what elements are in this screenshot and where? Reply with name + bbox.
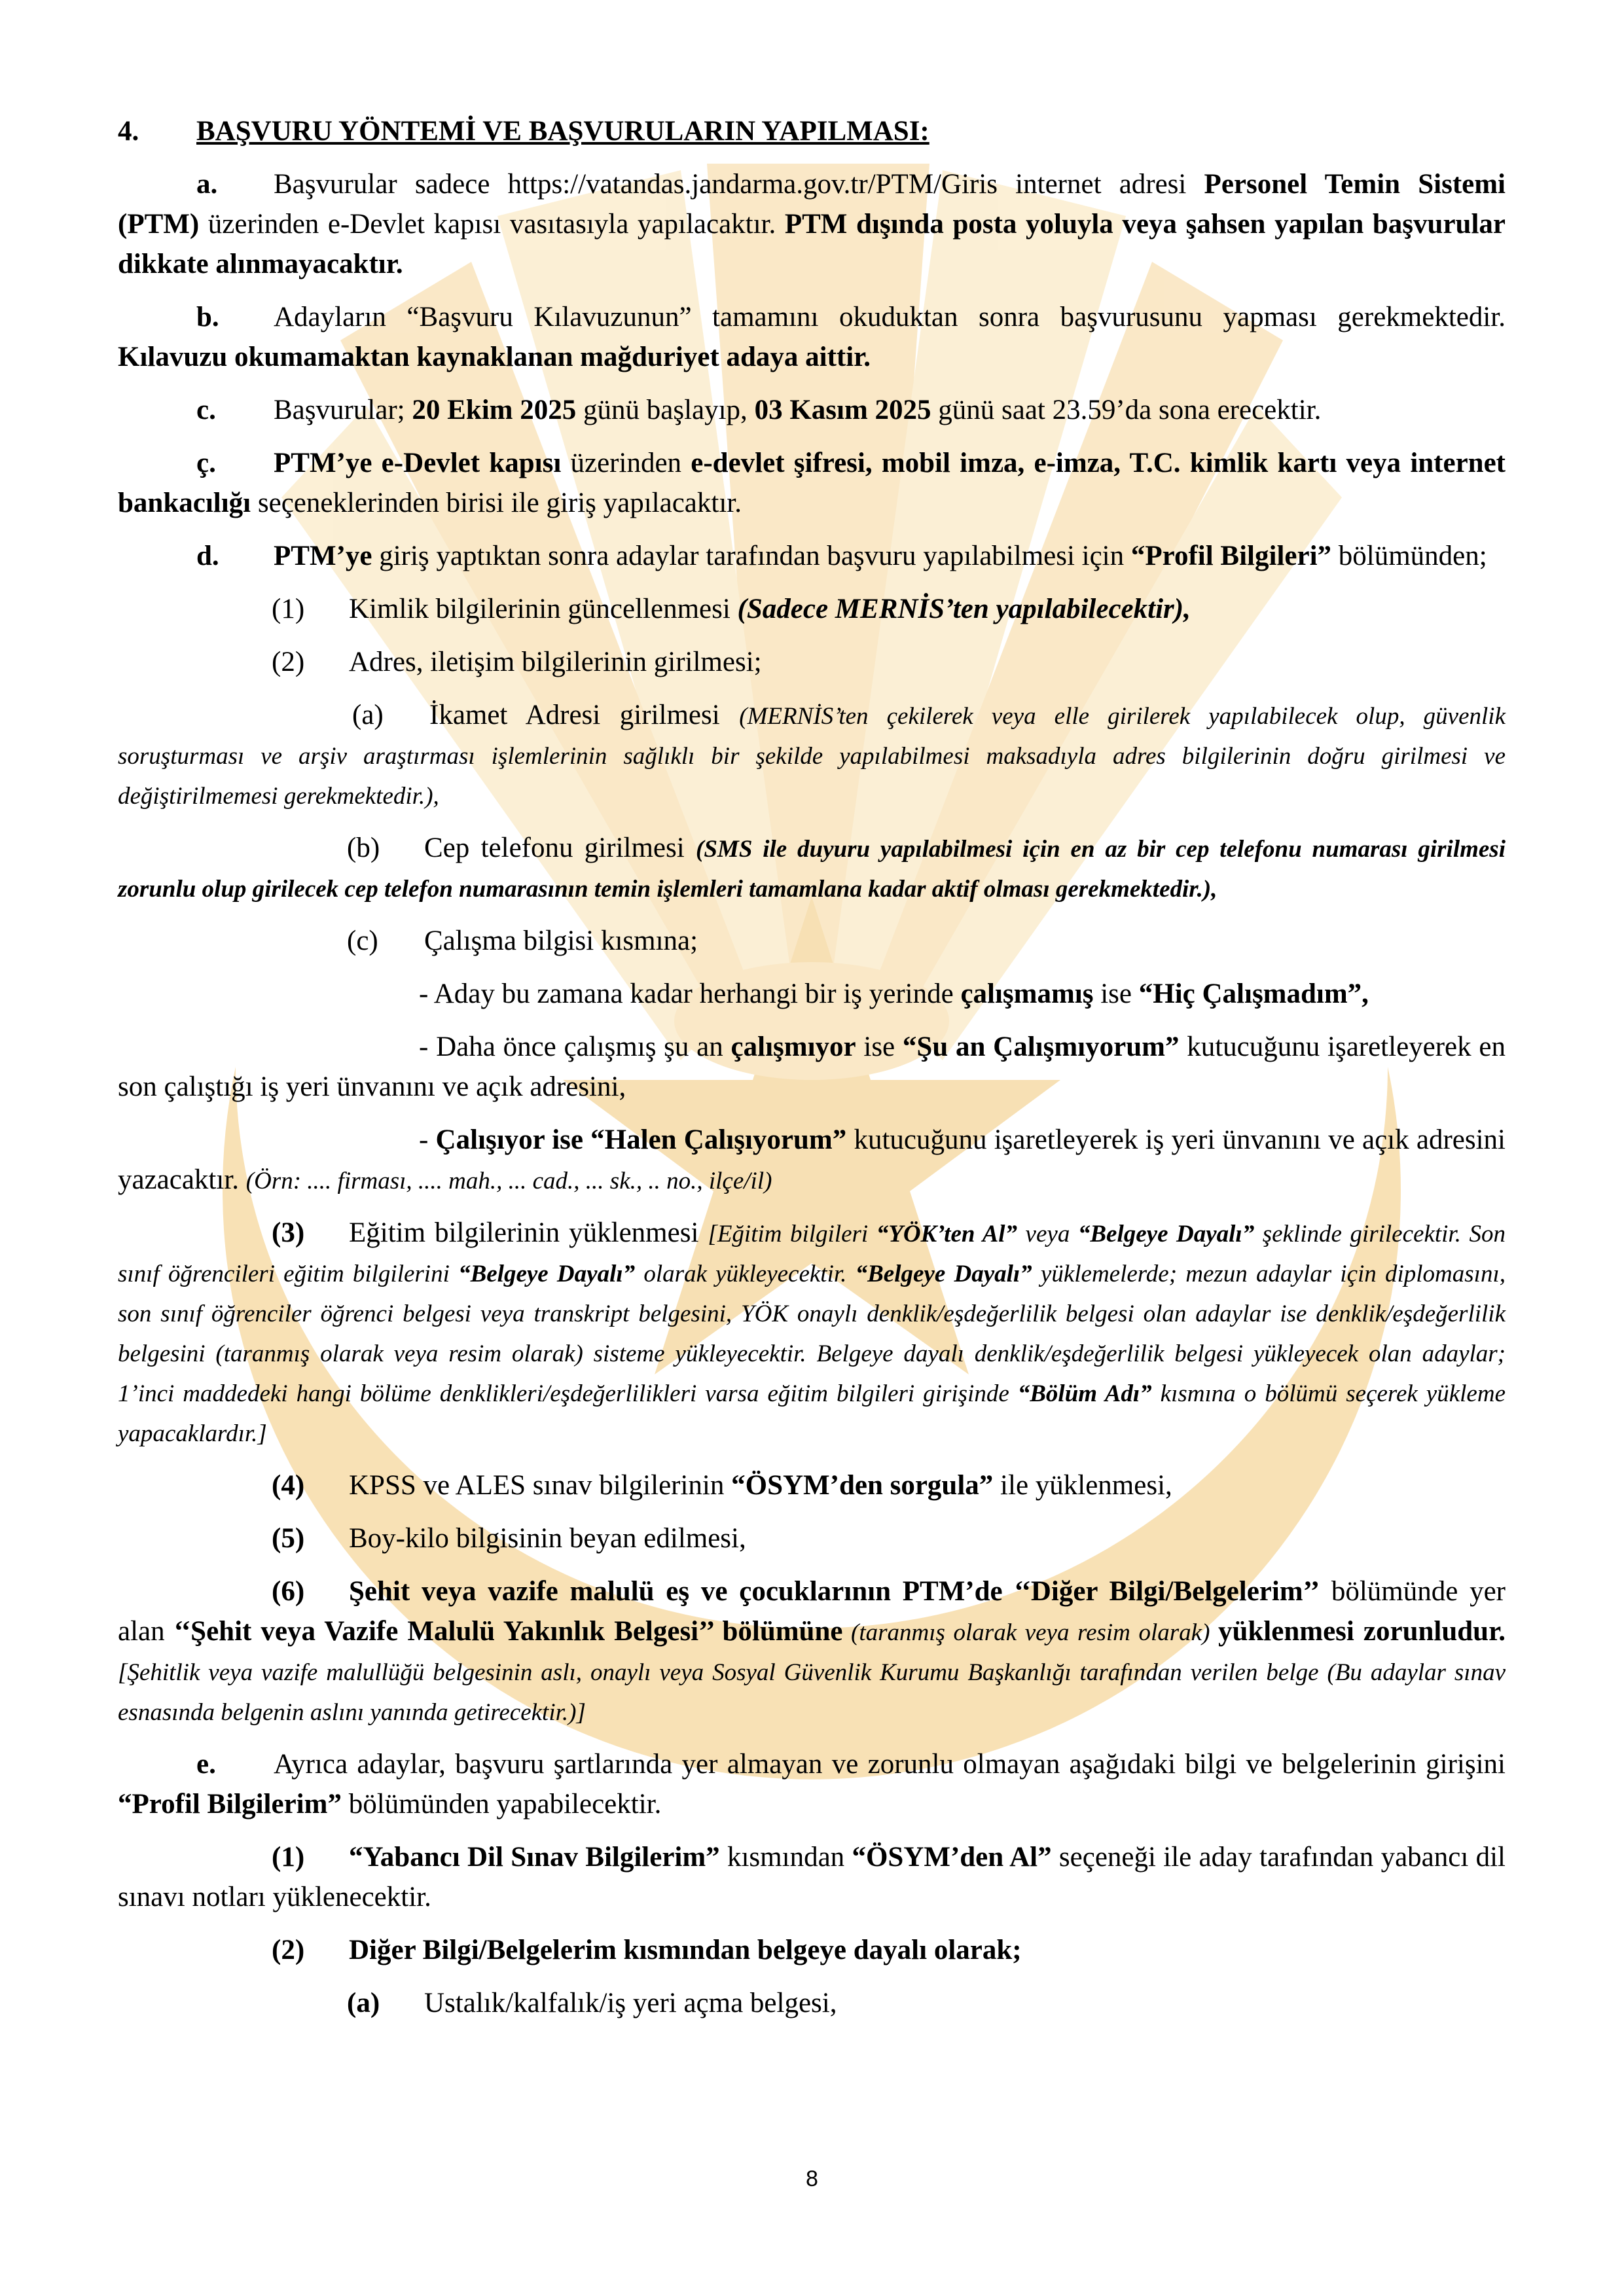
italic-note: [Şehitlik veya vazife malullüğü belgesinin aslı, onaylı veya Sosyal Güvenlik Kurumu Başkanlığı tarafından verilen belge (Bu adaylar sınav esnasında belgenin aslını yanında getirecektir.)]	[118, 1659, 1506, 1726]
text: ise	[1093, 978, 1139, 1009]
bold-text: Diğer Bilgi/Belgelerim kısmından belgeye dayalı olarak;	[349, 1935, 1022, 1965]
bold-text: “Profil Bilgilerim”	[118, 1789, 342, 1820]
text: - Aday bu zamana kadar herhangi bir iş yerinde	[419, 978, 961, 1009]
text: -	[419, 1124, 436, 1155]
item-label: (1)	[272, 594, 305, 624]
text: üzerinden	[561, 448, 691, 478]
text: - Daha önce çalışmış şu an	[419, 1031, 731, 1062]
item-label: (b)	[347, 833, 380, 863]
item-d6	[118, 1571, 1506, 1731]
bold-text: Çalışıyor ise “Halen Çalışıyorum”	[435, 1124, 847, 1155]
text: Çalışma bilgisi kısmına;	[424, 925, 698, 956]
bold-text: Personel Temin Sistemi (PTM)	[118, 169, 1506, 240]
bold-italic-note: “Belgeye Dayalı”	[855, 1261, 1032, 1287]
text: üzerinden e-Devlet kapısı vasıtasıyla yapılacaktır.	[199, 209, 785, 240]
text: Adayların “Başvuru Kılavuzunun” tamamını okuduktan sonra başvurusunu yapması gerekmektedir.	[274, 302, 1506, 332]
text: kutucuğunu işaretleyerek iş yeri ünvanını ve açık adresini yazacaktır.	[118, 1124, 1506, 1195]
bold-text: e-devlet şifresi, mobil imza, e-imza, T.C. kimlik kartı veya internet bankacılığı	[118, 448, 1506, 518]
item-label: (a)	[347, 1988, 380, 2018]
bold-text: çalışmamış	[960, 978, 1094, 1009]
text: ile yüklenmesi,	[993, 1470, 1172, 1501]
item-label: b.	[196, 302, 219, 332]
italic-note: olarak yükleyecektir.	[635, 1261, 856, 1287]
item-d4	[118, 1465, 1506, 1505]
text: Ayrıca adaylar, başvuru şartlarında yer almayan ve zorunlu olmayan aşağıdaki bilgi ve belgelerinin girişini	[274, 1749, 1506, 1780]
item-label: (2)	[272, 647, 305, 677]
text: Eğitim bilgilerinin yüklenmesi	[349, 1217, 708, 1248]
section-title: BAŞVURU YÖNTEMİ VE BAŞVURULARIN YAPILMASI:	[196, 116, 929, 147]
text: Başvurular sadece https://vatandas.jandarma.gov.tr/PTM/Giris internet adresi	[274, 169, 1204, 200]
bold-text: yüklenmesi zorunludur.	[1218, 1616, 1506, 1647]
item-e2	[118, 1930, 1506, 1970]
bold-italic-note: “Belgeye Dayalı”	[1077, 1221, 1255, 1247]
text: günü başlayıp,	[576, 395, 755, 425]
bold-italic-note: “Bölüm Adı”	[1017, 1380, 1152, 1407]
work-option-3	[118, 1120, 1506, 1200]
bold-text: PTM’ye	[274, 541, 372, 571]
bold-text: Şehit veya vazife malulü eş ve çocuklarının PTM’de ‘‘Diğer Bilgi/Belgelerim’’	[349, 1576, 1320, 1607]
bold-text: PTM’ye e-Devlet kapısı	[274, 448, 562, 478]
item-label: d.	[196, 541, 219, 571]
item-e2a	[118, 1983, 1506, 2023]
item-d2c	[118, 921, 1506, 961]
item-label: ç.	[196, 448, 216, 478]
section-number: 4.	[118, 116, 139, 147]
item-label: (a)	[352, 700, 384, 730]
item-d2b	[118, 828, 1506, 908]
bold-text: “Şu an Çalışmıyorum”	[902, 1031, 1180, 1062]
text: ise	[856, 1031, 903, 1062]
text: kutucuğunu işaretleyerek en son çalıştığı iş yeri ünvanını ve açık adresini,	[118, 1031, 1506, 1102]
paragraph-e	[118, 1744, 1506, 1824]
section-heading	[118, 111, 1506, 151]
text: bölümünden yapabilecektir.	[341, 1789, 662, 1820]
italic-note: kısmına o bölümü seçerek yükleme yapacaklardır.]	[118, 1380, 1506, 1447]
start-date: 20 Ekim 2025	[412, 395, 577, 425]
item-d5	[118, 1518, 1506, 1558]
text: Cep telefonu girilmesi	[424, 833, 696, 863]
bold-italic-note: (SMS ile duyuru yapılabilmesi için en az bir cep telefonu numarası girilmesi zorunlu olup girilecek cep telefon numarasının temin işlemleri tamamlana kadar aktif olması gerekmektedir.),	[118, 836, 1506, 903]
paragraph-cc	[118, 443, 1506, 523]
text: İkamet Adresi girilmesi	[429, 700, 740, 730]
text: Kimlik bilgilerinin güncellenmesi	[349, 594, 738, 624]
italic-note: veya	[1017, 1221, 1078, 1247]
item-label: (4)	[272, 1470, 305, 1501]
item-d1	[118, 589, 1506, 629]
bold-italic-note: “Belgeye Dayalı”	[458, 1261, 636, 1287]
italic-note: şeklinde girilecektir. Son sınıf öğrencileri eğitim bilgilerini	[118, 1221, 1506, 1287]
item-e1	[118, 1837, 1506, 1917]
bold-text: “ÖSYM’den Al”	[852, 1842, 1052, 1873]
bold-italic-note: “YÖK’ten Al”	[876, 1221, 1018, 1247]
bold-text: “Hiç Çalışmadım”,	[1138, 978, 1369, 1009]
item-label: (5)	[272, 1523, 305, 1554]
italic-note: yüklemelerde; mezun adaylar için diplomasını, son sınıf öğrenciler öğrenci belgesi veya transkript belgesini, YÖK onaylı denklik/eşdeğerlilik belgesi olan adaylar ise denklik/eşdeğerlilik belgesini (taranmış olarak veya resim olarak) sisteme yükleyecektir. Belgeye dayalı denklik/eşdeğerlilik belgesi yükleyecek olan adaylar; 1’inci maddedeki hangi bölüme denklikleri/eşdeğerlilikleri varsa eğitim bilgileri girişinde	[118, 1261, 1506, 1407]
bold-text: PTM dışında posta yoluyla veya şahsen yapılan başvurular dikkate alınmayacaktır.	[118, 209, 1506, 279]
item-d2	[118, 642, 1506, 682]
text: kısmından	[719, 1842, 852, 1873]
text: Başvurular;	[274, 395, 412, 425]
item-label: (1)	[272, 1842, 305, 1873]
item-label: (2)	[272, 1935, 305, 1965]
text: seçeneği ile aday tarafından yabancı dil sınavı notları yüklenecektir.	[118, 1842, 1506, 1912]
item-label: (3)	[272, 1217, 305, 1248]
bold-text: “ÖSYM’den sorgula”	[731, 1470, 994, 1501]
bold-text: “Profil Bilgileri”	[1130, 541, 1332, 571]
bold-text: “Yabancı Dil Sınav Bilgilerim”	[349, 1842, 720, 1873]
text: giriş yaptıktan sonra adaylar tarafından başvuru yapılabilmesi için	[372, 541, 1131, 571]
item-label: e.	[196, 1749, 216, 1780]
text: bölümünden;	[1331, 541, 1487, 571]
item-label: (c)	[347, 925, 378, 956]
bold-text: ‘‘Şehit veya Vazife Malulü Yakınlık Belgesi’’ bölümüne	[173, 1616, 843, 1647]
bold-italic-text: (Sadece MERNİS’ten yapılabilecektir),	[737, 594, 1191, 624]
item-label: c.	[196, 395, 216, 425]
item-label: a.	[196, 169, 218, 200]
text: Adres, iletişim bilgilerinin girilmesi;	[349, 647, 762, 677]
work-option-1	[118, 974, 1506, 1014]
italic-note: (MERNİS’ten çekilerek veya elle girilerek yapılabilecek olup, güvenlik soruşturması ve arşiv araştırması işlemlerinin sağlıklı bir şekilde yapılabilmesi maksadıyla adres bilgilerinin doğru girilmesi ve değiştirilmemesi gerekmektedir.),	[118, 703, 1506, 810]
end-date: 03 Kasım 2025	[754, 395, 931, 425]
paragraph-c	[118, 390, 1506, 430]
text: Ustalık/kalfalık/iş yeri açma belgesi,	[424, 1988, 837, 2018]
text: seçeneklerinden birisi ile giriş yapılacaktır.	[251, 488, 742, 518]
item-label: (6)	[272, 1576, 305, 1607]
work-option-2	[118, 1027, 1506, 1107]
bold-text: çalışmıyor	[731, 1031, 856, 1062]
text: bölümünde yer alan	[118, 1576, 1506, 1647]
italic-note: [Eğitim bilgileri	[708, 1221, 876, 1247]
item-d3	[118, 1213, 1506, 1452]
bold-text: Kılavuzu okumamaktan kaynaklanan mağduriyet adaya aittir.	[118, 342, 871, 372]
text: KPSS ve ALES sınav bilgilerinin	[349, 1470, 732, 1501]
page-number: 8	[806, 2166, 818, 2191]
paragraph-b	[118, 297, 1506, 377]
paragraph-a	[118, 164, 1506, 284]
paragraph-d	[118, 536, 1506, 576]
text: Boy-kilo bilgisinin beyan edilmesi,	[349, 1523, 746, 1554]
italic-note: (Örn: .... firması, .... mah., ... cad., ... sk., .. no., ilçe/il)	[245, 1168, 772, 1194]
item-d2a	[118, 695, 1506, 815]
text: günü saat 23.59’da sona erecektir.	[931, 395, 1322, 425]
document-page	[118, 111, 1506, 2023]
italic-note: (taranmış olarak veya resim olarak)	[842, 1619, 1218, 1646]
